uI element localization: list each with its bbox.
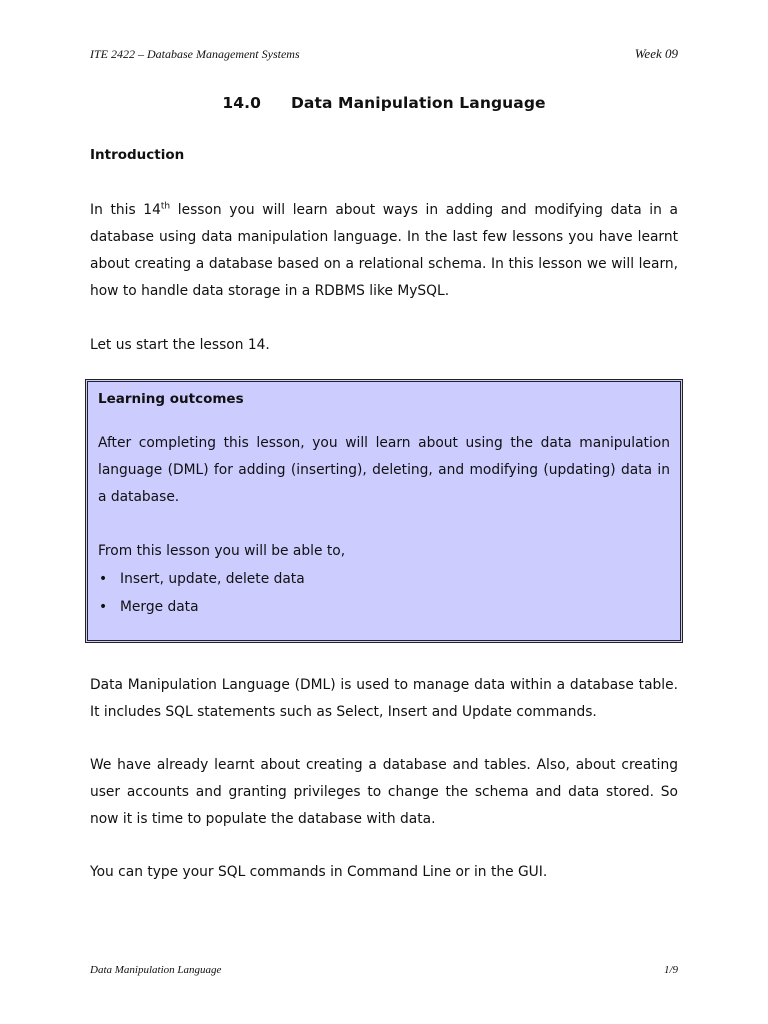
learning-outcomes-title: Learning outcomes: [98, 391, 244, 407]
learning-outcomes-content: [98, 386, 670, 621]
page-title: [0, 94, 768, 112]
intro-paragraph-2: Let us start the lesson 14.: [90, 337, 270, 353]
ordinal-suffix: th: [160, 201, 171, 212]
footer-title: Data Manipulation Language: [90, 964, 222, 976]
title-text: Data Manipulation Language: [290, 94, 546, 112]
list-item-text: Insert, update, delete data: [120, 571, 305, 587]
page-number: 1/9: [663, 964, 678, 976]
header-course: ITE 2422 – Database Management Systems: [90, 47, 300, 61]
bullet-icon: •: [99, 571, 108, 587]
list-item: [98, 565, 670, 593]
header-week: Week 09: [634, 46, 678, 61]
intro-text-start: In this 14: [90, 202, 161, 218]
body-paragraph-populate: We have already learnt about creating a database and tables. Also, about creating user accounts and granting privileges to change the schema and data stored. So now it is time to populate the database with data.: [90, 757, 678, 827]
body-paragraph-dml: Data Manipulation Language (DML) is used to manage data within a database table. It includes SQL statements such as Select, Insert and Update commands.: [90, 677, 678, 720]
list-item-text: Merge data: [120, 599, 199, 615]
learning-outcomes-list: [98, 565, 670, 621]
bullet-icon: •: [99, 599, 108, 615]
intro-text-rest: lesson you will learn about ways in adding and modifying data in a database using data manipulation language. In the last few lessons you have learnt about creating a database based on a relational schema. In this lesson we will learn, how to handle data storage in a RDBMS like MySQL.: [90, 202, 678, 299]
learning-outcomes-box: [85, 379, 683, 643]
learning-outcomes-text: After completing this lesson, you will learn about using the data manipulation language (DML) for adding (inserting), deleting, and modifying (updating) data in a database.: [98, 435, 670, 505]
learning-outcomes-lead: From this lesson you will be able to,: [98, 543, 346, 559]
introduction-heading: Introduction: [90, 147, 185, 163]
title-number: 14.0: [222, 94, 261, 112]
body-paragraph-sql: You can type your SQL commands in Command Line or in the GUI.: [90, 864, 548, 880]
list-item: [98, 593, 670, 621]
intro-paragraph-1: [90, 197, 678, 305]
